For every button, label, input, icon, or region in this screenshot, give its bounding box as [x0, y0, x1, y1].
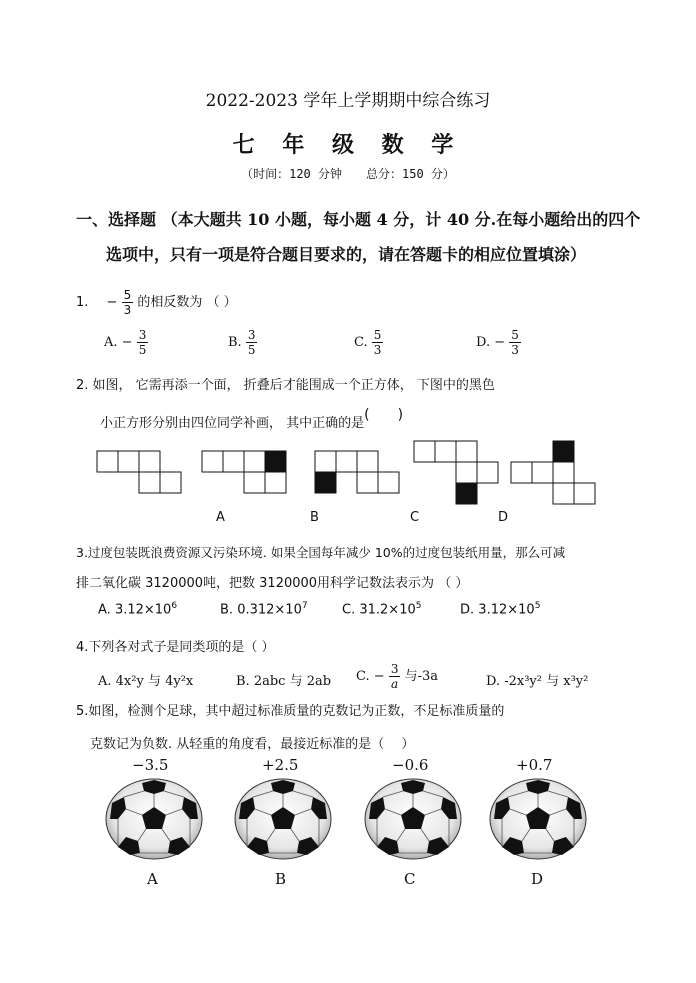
q3-option-a-base: 3.12×10 — [114, 602, 172, 618]
question-1 — [76, 288, 237, 317]
q1-option-c — [354, 328, 383, 357]
q1-option-a-den: 5 — [138, 343, 147, 357]
q1-option-d-sign: − — [494, 335, 506, 350]
q1-option-b-num: 3 — [247, 328, 256, 342]
section-heading-line2: 选项中，只有一项是符合题目要求的，请在答题卡的相应位置填涂） — [106, 245, 587, 264]
q4-option-c-fraction — [389, 662, 401, 691]
q1-fraction — [122, 288, 134, 317]
q3-option-d — [460, 601, 540, 617]
q3-option-a-exp: 6 — [171, 601, 178, 611]
q4-option-c-den: a — [391, 677, 399, 691]
exam-title: 2022-2023 学年上学期期中综合练习 — [205, 91, 491, 111]
q1-stem: 的相反数为 （ ） — [137, 295, 237, 310]
net-figure-b — [314, 450, 404, 495]
q3-option-c-exp: 5 — [415, 601, 422, 611]
q1-option-a-label: A. — [104, 335, 118, 350]
net-figure-0 — [96, 450, 186, 495]
q3-option-d-exp: 5 — [534, 601, 541, 611]
q1-option-a-fraction — [137, 328, 149, 357]
q1-option-a — [104, 328, 148, 357]
net-figure-d — [510, 440, 600, 506]
q1-option-a-sign: − — [121, 335, 133, 350]
q3-line2: 排二氧化碳 3120000吨，把数 3120000用科学记数法表示为 （ ） — [76, 576, 469, 591]
q1-option-d-den: 3 — [511, 343, 519, 357]
ball-b-label: B — [275, 870, 287, 888]
q1-option-c-num: 5 — [373, 328, 382, 342]
q2-line1: 2. 如图， 它需再添一个面， 折叠后才能围成一个正方体， 下图中的黑色 — [76, 378, 495, 393]
ball-a-label: A — [147, 870, 158, 888]
q4-option-c — [356, 662, 438, 691]
q4-option-a: A. 4x²y 与 4y²x — [98, 674, 194, 689]
time-info: （时间：120 分钟 总分：150 分） — [241, 167, 455, 181]
q1-option-a-num: 3 — [138, 328, 147, 342]
q1-option-b-den: 5 — [247, 343, 256, 357]
q1-fraction-num: 5 — [123, 288, 132, 302]
ball-b-value: +2.5 — [262, 756, 299, 774]
q2-answer-paren: ( ) — [364, 407, 404, 423]
q3-option-b-base: 0.312×10 — [237, 602, 302, 618]
q1-option-d-num: 5 — [511, 328, 519, 342]
q1-option-d — [476, 328, 521, 357]
net-label-b: B — [310, 510, 319, 525]
q1-option-c-den: 3 — [373, 343, 382, 357]
q1-number: 1. — [76, 295, 89, 310]
q4-option-c-sign: − — [373, 669, 385, 684]
q3-option-c-base: 31.2×10 — [359, 602, 416, 618]
q2-line2 — [100, 407, 404, 432]
ball-d-value: +0.7 — [516, 756, 553, 774]
q4-stem: 4.下列各对式子是同类项的是（ ） — [76, 640, 275, 655]
q3-option-b-exp: 7 — [301, 601, 308, 611]
q3-option-b — [220, 601, 308, 617]
net-label-d: D — [498, 510, 509, 525]
net-figure-a — [201, 450, 291, 495]
q3-option-a-label: A. — [98, 602, 111, 618]
q3-option-c-label: C. — [342, 602, 356, 618]
q1-option-b-label: B. — [228, 335, 242, 350]
q4-option-c-label: C. — [356, 669, 370, 684]
net-label-c: C — [410, 510, 420, 525]
soccer-ball-a-icon — [104, 777, 204, 861]
q5-line2: 克数记为负数. 从轻重的角度看，最接近标准的是（ ） — [90, 737, 415, 752]
q5-line1: 5.如图，检测个足球，其中超过标准质量的克数记为正数，不足标准质量的 — [76, 704, 505, 719]
ball-c-value: −0.6 — [392, 756, 429, 774]
q3-option-d-base: 3.12×10 — [478, 602, 535, 618]
q4-option-d: D. -2x³y² 与 x³y² — [486, 674, 589, 689]
subject-title: 七 年 级 数 学 — [232, 132, 464, 158]
q1-option-d-label: D. — [476, 335, 491, 350]
q4-option-b: B. 2abc 与 2ab — [236, 674, 332, 689]
q3-option-c — [342, 601, 421, 617]
q3-option-d-label: D. — [460, 602, 475, 618]
ball-a-value: −3.5 — [132, 756, 169, 774]
soccer-ball-b-icon — [233, 777, 333, 861]
q4-option-c-rest: 与-3a — [404, 669, 439, 684]
q1-option-b — [228, 328, 257, 357]
q3-option-a — [98, 601, 177, 617]
soccer-ball-c-icon — [363, 777, 463, 861]
q1-option-d-fraction — [509, 328, 521, 357]
q1-option-c-label: C. — [354, 335, 368, 350]
ball-c-label: C — [404, 870, 416, 888]
section-heading-line1: 一、选择题 （本大题共 10 小题，每小题 4 分，计 40 分.在每小题给出的四个 — [76, 210, 641, 229]
q3-line1: 3.过度包装既浪费资源又污染环境. 如果全国每年减少 10%的过度包装纸用量，那么可减 — [76, 545, 566, 560]
net-label-a: A — [216, 510, 225, 525]
q1-option-c-fraction — [372, 328, 384, 357]
ball-d-label: D — [531, 870, 544, 888]
q1-option-b-fraction — [246, 328, 258, 357]
q1-minus: − — [106, 295, 118, 310]
q4-option-c-num: 3 — [390, 662, 399, 676]
q3-option-b-label: B. — [220, 602, 234, 618]
soccer-ball-d-icon — [488, 777, 588, 861]
q2-line2-text: 小正方形分别由四位同学补画， 其中正确的是 — [100, 416, 365, 431]
q1-fraction-den: 3 — [123, 303, 132, 317]
net-figure-c — [413, 440, 503, 506]
